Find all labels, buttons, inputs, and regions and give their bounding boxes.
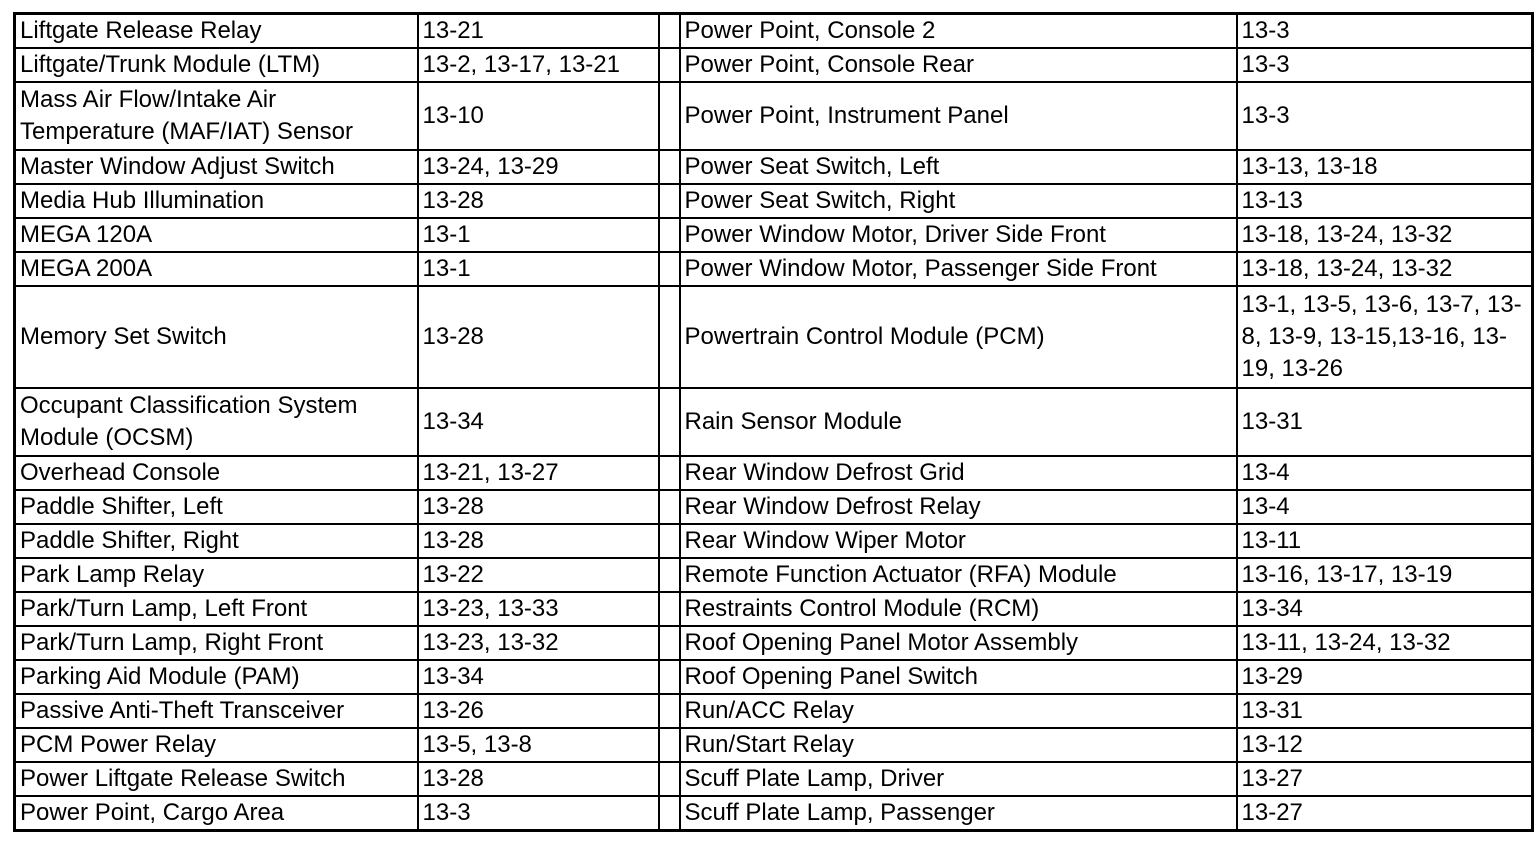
- component-name-cell: Rain Sensor Module: [680, 388, 1237, 456]
- column-gap-cell: [659, 660, 680, 694]
- component-name-cell: Run/ACC Relay: [680, 694, 1237, 728]
- page-reference-cell: 13-29: [1237, 660, 1533, 694]
- page-reference-cell: 13-10: [418, 82, 659, 150]
- component-name-cell: Memory Set Switch: [15, 286, 418, 388]
- page-reference-cell: 13-28: [418, 286, 659, 388]
- component-name-cell: Paddle Shifter, Left: [15, 490, 418, 524]
- page-reference-cell: 13-18, 13-24, 13-32: [1237, 252, 1533, 286]
- table-row: [15, 626, 1533, 660]
- column-gap-cell: [659, 388, 680, 456]
- page-reference-cell: 13-24, 13-29: [418, 150, 659, 184]
- component-name-cell: Scuff Plate Lamp, Passenger: [680, 796, 1237, 831]
- column-gap-cell: [659, 728, 680, 762]
- table-row: [15, 48, 1533, 82]
- page-reference-cell: 13-34: [418, 388, 659, 456]
- component-index-table: [13, 12, 1534, 832]
- component-name-cell: Run/Start Relay: [680, 728, 1237, 762]
- page-reference-cell: 13-16, 13-17, 13-19: [1237, 558, 1533, 592]
- page-reference-cell: 13-13, 13-18: [1237, 150, 1533, 184]
- column-gap-cell: [659, 150, 680, 184]
- component-name-cell: Roof Opening Panel Switch: [680, 660, 1237, 694]
- component-name-cell: PCM Power Relay: [15, 728, 418, 762]
- page-reference-cell: 13-4: [1237, 490, 1533, 524]
- column-gap-cell: [659, 762, 680, 796]
- table-row: [15, 592, 1533, 626]
- component-name-cell: Park Lamp Relay: [15, 558, 418, 592]
- table-row: [15, 82, 1533, 150]
- component-name-cell: Paddle Shifter, Right: [15, 524, 418, 558]
- table-row: [15, 184, 1533, 218]
- table-row: [15, 490, 1533, 524]
- page-reference-cell: 13-3: [1237, 14, 1533, 49]
- component-name-cell: MEGA 200A: [15, 252, 418, 286]
- page-reference-cell: 13-28: [418, 184, 659, 218]
- component-name-cell: Power Point, Cargo Area: [15, 796, 418, 831]
- component-name-cell: Powertrain Control Module (PCM): [680, 286, 1237, 388]
- page-reference-cell: 13-3: [1237, 82, 1533, 150]
- table-row: [15, 694, 1533, 728]
- component-name-cell: Roof Opening Panel Motor Assembly: [680, 626, 1237, 660]
- page-reference-cell: 13-3: [1237, 48, 1533, 82]
- component-name-cell: Power Window Motor, Passenger Side Front: [680, 252, 1237, 286]
- component-name-cell: Rear Window Defrost Relay: [680, 490, 1237, 524]
- component-name-cell: Rear Window Defrost Grid: [680, 456, 1237, 490]
- component-name-cell: Power Window Motor, Driver Side Front: [680, 218, 1237, 252]
- component-name-cell: Rear Window Wiper Motor: [680, 524, 1237, 558]
- table-row: [15, 558, 1533, 592]
- table-row: [15, 150, 1533, 184]
- column-gap-cell: [659, 490, 680, 524]
- page-reference-cell: 13-3: [418, 796, 659, 831]
- page-reference-cell: 13-21: [418, 14, 659, 49]
- component-name-cell: Mass Air Flow/Intake Air Temperature (MAF/IAT) Sensor: [15, 82, 418, 150]
- table-row: [15, 762, 1533, 796]
- component-name-cell: Park/Turn Lamp, Left Front: [15, 592, 418, 626]
- column-gap-cell: [659, 82, 680, 150]
- page-reference-cell: 13-13: [1237, 184, 1533, 218]
- page-reference-cell: 13-27: [1237, 796, 1533, 831]
- column-gap-cell: [659, 48, 680, 82]
- column-gap-cell: [659, 14, 680, 49]
- page-reference-cell: 13-12: [1237, 728, 1533, 762]
- page-reference-cell: 13-11: [1237, 524, 1533, 558]
- component-index-body: [15, 14, 1533, 831]
- page-reference-cell: 13-1: [418, 218, 659, 252]
- column-gap-cell: [659, 796, 680, 831]
- column-gap-cell: [659, 184, 680, 218]
- page-reference-cell: 13-21, 13-27: [418, 456, 659, 490]
- page-reference-cell: 13-28: [418, 524, 659, 558]
- page-reference-cell: 13-22: [418, 558, 659, 592]
- table-row: [15, 388, 1533, 456]
- column-gap-cell: [659, 218, 680, 252]
- column-gap-cell: [659, 592, 680, 626]
- page-reference-cell: 13-34: [418, 660, 659, 694]
- page-reference-cell: 13-18, 13-24, 13-32: [1237, 218, 1533, 252]
- page-reference-cell: 13-23, 13-33: [418, 592, 659, 626]
- page-reference-cell: 13-31: [1237, 694, 1533, 728]
- table-row: [15, 456, 1533, 490]
- component-name-cell: Liftgate Release Relay: [15, 14, 418, 49]
- component-name-cell: Occupant Classification System Module (OCSM): [15, 388, 418, 456]
- component-name-cell: Park/Turn Lamp, Right Front: [15, 626, 418, 660]
- table-row: [15, 14, 1533, 49]
- table-row: [15, 728, 1533, 762]
- page-reference-cell: 13-1, 13-5, 13-6, 13-7, 13-8, 13-9, 13-15,13-16, 13-19, 13-26: [1237, 286, 1533, 388]
- table-row: [15, 218, 1533, 252]
- component-name-cell: Overhead Console: [15, 456, 418, 490]
- page-reference-cell: 13-1: [418, 252, 659, 286]
- page-reference-cell: 13-11, 13-24, 13-32: [1237, 626, 1533, 660]
- page-reference-cell: 13-28: [418, 490, 659, 524]
- component-name-cell: Power Seat Switch, Left: [680, 150, 1237, 184]
- component-name-cell: Power Liftgate Release Switch: [15, 762, 418, 796]
- column-gap-cell: [659, 558, 680, 592]
- page-reference-cell: 13-27: [1237, 762, 1533, 796]
- page-reference-cell: 13-4: [1237, 456, 1533, 490]
- component-name-cell: Liftgate/Trunk Module (LTM): [15, 48, 418, 82]
- component-name-cell: Remote Function Actuator (RFA) Module: [680, 558, 1237, 592]
- component-name-cell: Parking Aid Module (PAM): [15, 660, 418, 694]
- table-row: [15, 660, 1533, 694]
- column-gap-cell: [659, 252, 680, 286]
- component-name-cell: MEGA 120A: [15, 218, 418, 252]
- table-row: [15, 286, 1533, 388]
- table-row: [15, 252, 1533, 286]
- page-reference-cell: 13-23, 13-32: [418, 626, 659, 660]
- column-gap-cell: [659, 694, 680, 728]
- column-gap-cell: [659, 286, 680, 388]
- page-reference-cell: 13-26: [418, 694, 659, 728]
- column-gap-cell: [659, 626, 680, 660]
- page-reference-cell: 13-5, 13-8: [418, 728, 659, 762]
- component-name-cell: Power Point, Instrument Panel: [680, 82, 1237, 150]
- component-name-cell: Passive Anti-Theft Transceiver: [15, 694, 418, 728]
- column-gap-cell: [659, 524, 680, 558]
- component-name-cell: Power Point, Console Rear: [680, 48, 1237, 82]
- component-name-cell: Restraints Control Module (RCM): [680, 592, 1237, 626]
- component-name-cell: Power Seat Switch, Right: [680, 184, 1237, 218]
- table-row: [15, 796, 1533, 831]
- component-name-cell: Master Window Adjust Switch: [15, 150, 418, 184]
- table-row: [15, 524, 1533, 558]
- page-reference-cell: 13-28: [418, 762, 659, 796]
- page-reference-cell: 13-34: [1237, 592, 1533, 626]
- component-name-cell: Scuff Plate Lamp, Driver: [680, 762, 1237, 796]
- page-reference-cell: 13-31: [1237, 388, 1533, 456]
- component-name-cell: Power Point, Console 2: [680, 14, 1237, 49]
- page-reference-cell: 13-2, 13-17, 13-21: [418, 48, 659, 82]
- column-gap-cell: [659, 456, 680, 490]
- component-name-cell: Media Hub Illumination: [15, 184, 418, 218]
